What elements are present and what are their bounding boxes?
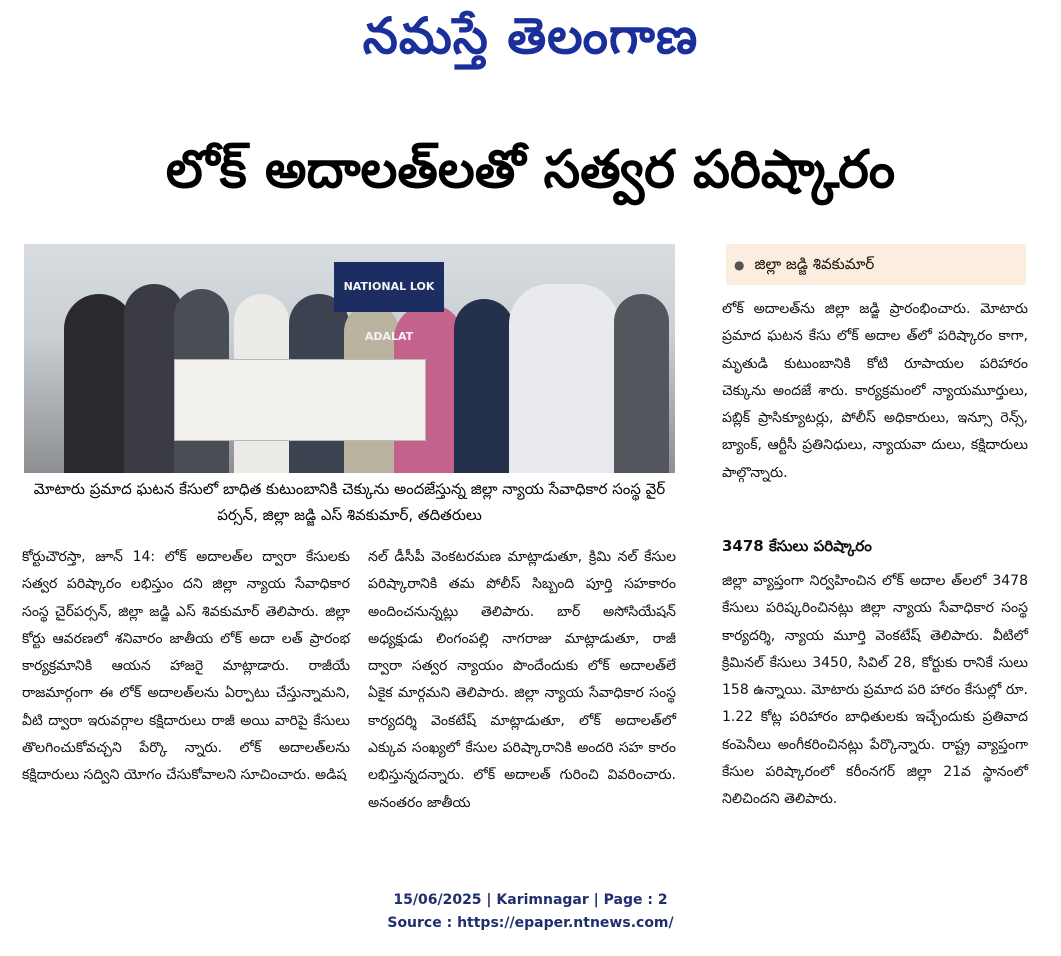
article-column-2: నల్ డీసీపీ వెంకటరమణ మాట్లాడుతూ, క్రిమి నల్ కేసుల పరిష్కారానికి తమ పోలీస్ సిబ్బంది పూర్తి సహకారం అందించనున్నట్లు తెలిపారు. బార్ అసోసియేషన్ అధ్యక్షుడు లింగంపల్లి నాగరాజు మాట్లాడుతూ, రాజీ ద్వారా సత్వర న్యాయం పొందేందుకు లోక్ అదాలత్‌లే ఏకైక మార్గమని తెలిపారు. జిల్లా న్యాయ సేవాధికార సంస్థ కార్యదర్శి వెంకటేష్ మాట్లాడుతూ, లోక్ అదాలత్‌లో ఎక్కువ సంఖ్యలో కేసుల పరిష్కారానికి అందరి సహ కారం లభిస్తున్నదన్నారు. లోక్ అదాలత్ గురించి వివరించారు. అనంతరం జాతీయ — [368, 549, 676, 811]
news-photo — [24, 244, 675, 473]
photo-caption: మోటారు ప్రమాద ఘటన కేసులో బాధిత కుటుంబానికి చెక్కును అందజేస్తున్న జిల్లా న్యాయ సేవాధికార సంస్థ వైర్ పర్సన్, జిల్లా జడ్జి ఎస్ శివకుమార్, తదితరులు — [33, 480, 666, 524]
headline: లోక్ అదాలత్‌లతో సత్వర పరిష్కారం — [165, 140, 896, 200]
footer-date-line: 15/06/2025 | Karimnagar | Page : 2 — [393, 892, 668, 908]
article-column-1: కోర్టుచౌరస్తా, జూన్ 14: లోక్ అదాలత్‌ల ద్వారా కేసులకు సత్వర పరిష్కారం లభిస్తుం దని జిల్లా న్యాయ సేవాధికార సంస్థ చైర్‌పర్సన్, జిల్లా జడ్జి ఎస్ శివకుమార్ తెలిపారు. జిల్లా కోర్టు ఆవరణలో శనివారం జాతీయ లోక్ అదా లత్ ప్రారంభ కార్యక్రమానికి ఆయన హాజరై మాట్లాడారు. రాజీయే రాజమార్గంగా ఈ లోక్ అదాలత్‌లను ఏర్పాటు చేస్తున్నామని, వీటి ద్వారా ఇరువర్గాల కక్షిదారులు రాజీ అయి వారిపై కేసులు తొలగించుకోవచ్చని పేర్కొ న్నారు. లోక్ అదాలత్‌లను కక్షిదారులు సద్విని యోగం చేసుకోవాలని సూచించారు. అడిష — [22, 549, 350, 784]
article-column-4: జిల్లా వ్యాప్తంగా నిర్వహించిన లోక్ అదాల త్‌లలో 3478 కేసులు పరిష్కరించినట్లు జిల్లా న్యాయ సేవాధికార సంస్థ కార్యదర్శి, న్యాయ మూర్తి వెంకటేష్ తెలిపారు. వీటిలో క్రిమినల్ కేసులు 3450, సివిల్ 28, కోర్టుకు రానికే సులు 158 ఉన్నాయి. మోటారు ప్రమాద పరి హారం కేసుల్లో రూ. 1.22 కోట్ల పరిహారం బాధితులకు ఇచ్చేందుకు ప్రతివాద కంపెనీలు అంగీకరించినట్లు పేర్కొన్నారు. రాష్ట్ర వ్యాప్తంగా కేసుల పరిష్కారంలో కరీంనగర్ జిల్లా 21వ స్థానంలో నిలిచిందని తెలిపారు. — [722, 573, 1028, 808]
sidebar-label: జిల్లా జడ్జి శివకుమార్ — [754, 255, 875, 273]
masthead-logo: నమస్తే తెలంగాణ — [362, 6, 699, 65]
article-column-3: లోక్ అదాలత్‌ను జిల్లా జడ్జి ప్రారంభించారు. మోటారు ప్రమాద ఘటన కేసు లోక్ అదాల త్‌లో పరిష్కారం కాగా, మృతుడి కుటుంబానికి కోటి రూపాయల పరిహారం చెక్కును అందజే శారు. కార్యక్రమంలో న్యాయమూర్తులు, పబ్లిక్ ప్రాసిక్యూటర్లు, పోలీస్ అధికారులు, ఇన్సూ రెన్స్, బ్యాంక్, ఆర్టీసీ ప్రతినిధులు, న్యాయవా దులు, కక్షిదారులు పాల్గొన్నారు. — [722, 301, 1028, 481]
cases-heading: 3478 కేసులు పరిష్కారం — [722, 537, 872, 555]
footer-source-line: Source : https://epaper.ntnews.com/ — [387, 915, 674, 931]
bullet-icon: ● — [734, 258, 745, 272]
cheque-board — [174, 359, 426, 441]
sidebar-subheading — [726, 244, 1026, 285]
lok-adalat-board: NATIONAL LOK ADALAT — [334, 262, 444, 312]
